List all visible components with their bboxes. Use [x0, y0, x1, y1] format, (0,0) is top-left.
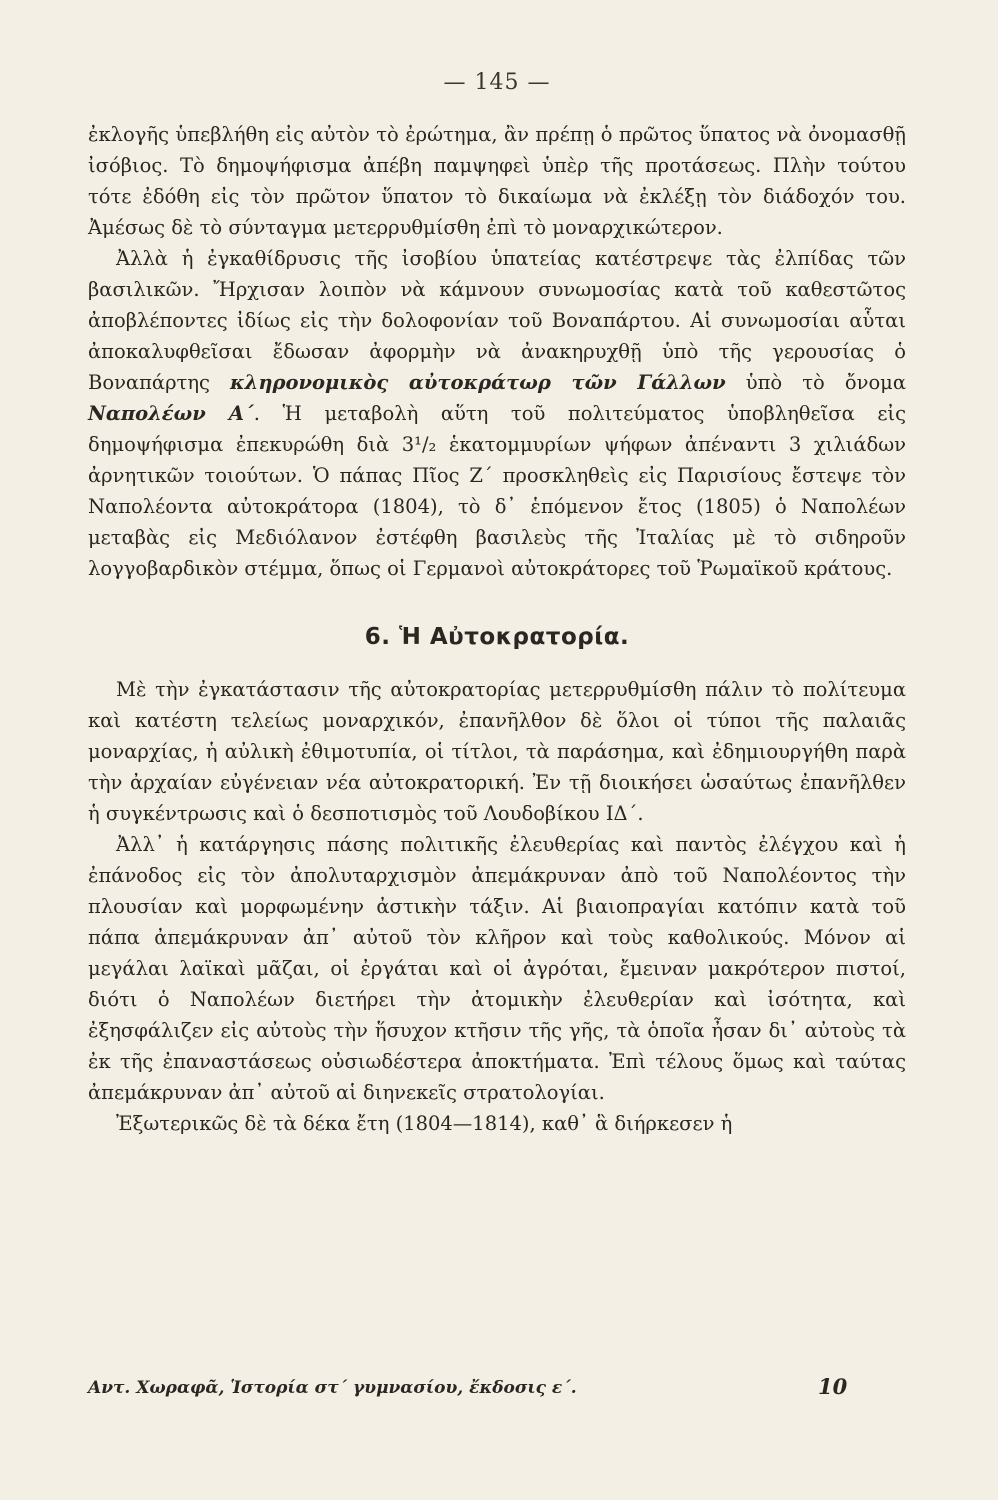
page-number: — 145 —	[443, 70, 551, 95]
paragraph-2	[88, 243, 906, 584]
emphasis-napoleon-i: Ναπολέων Α΄	[88, 402, 254, 425]
paragraph-3: Μὲ τὴν ἐγκατάστασιν τῆς αὐτοκρατορίας μετερρυθμίσθη πάλιν τὸ πολίτευμα καὶ κατέστη τελείως μοναρχικόν, ἐπανῆλθον δὲ ὅλοι οἱ τύποι τῆς παλαιᾶς μοναρχίας, ἡ αὐλικὴ ἐθιμοτυπία, οἱ τίτλοι, τὰ παράσημα, καὶ ἐδημιουργήθη παρὰ τὴν ἀρχαίαν εὐγένειαν νέα αὐτοκρατορική. Ἐν τῇ διοικήσει ὡσαύτως ἐπανῆλθεν ἡ συγκέντρωσις καὶ ὁ δεσποτισμὸς τοῦ Λουδοβίκου ΙΔ΄.	[88, 678, 906, 825]
paragraph-2-text-c: ὑπὸ τὸ ὄνομα	[745, 371, 907, 394]
paragraph-2-text-e: . Ἡ μεταβολὴ αὕτη τοῦ πολιτεύματος ὑποβληθεῖσα εἰς δημοψήφισμα ἐπεκυρώθη διὰ 3¹/₂ ἑκατομμυρίων ψήφων ἀπέναντι 3 χιλιάδων ἀρνητικῶν τοιούτων. Ὁ πάπας Πῖος Ζ΄ προσκληθεὶς εἰς Παρισίους ἔστεψε τὸν Ναπολέοντα αὐτοκράτορα (1804), τὸ δ᾽ ἑπόμενον ἔτος (1805) ὁ Ναπολέων μεταβὰς εἰς Μεδιόλανον ἐστέφθη βασιλεὺς τῆς Ἰταλίας μὲ τὸ σιδηροῦν λογγοβαρδικὸν στέμμα, ὅπως οἱ Γερμανοὶ αὐτοκράτορες τοῦ Ῥωμαϊκοῦ κράτους.	[88, 402, 906, 580]
paragraph-1: ἐκλογῆς ὑπεβλήθη εἰς αὐτὸν τὸ ἐρώτημα, ἂν πρέπῃ ὁ πρῶτος ὕπατος νὰ ὀνομασθῇ ἰσόβιος. Τὸ δημοψήφισμα ἀπέβη παμψηφεὶ ὑπὲρ τῆς προτάσεως. Πλὴν τούτου τότε ἐδόθη εἰς τὸν πρῶτον ὕπατον τὸ δικαίωμα νὰ ἐκλέξῃ τὸν διάδοχόν του. Ἀμέσως δὲ τὸ σύνταγμα μετερρυθμίσθη ἐπὶ τὸ μοναρχικώτερον.	[88, 123, 906, 239]
section-heading: 6. Ἡ Αὐτοκρατορία.	[364, 624, 630, 650]
paragraph-5: Ἐξωτερικῶς δὲ τὰ δέκα ἔτη (1804—1814), καθ᾽ ἃ διήρκεσεν ἡ	[116, 1112, 733, 1135]
emphasis-hereditary-emperor: κληρονομικὸς αὐτοκράτωρ τῶν Γάλλων	[230, 371, 726, 394]
paragraph-4: Ἀλλ᾽ ἡ κατάργησις πάσης πολιτικῆς ἐλευθερίας καὶ παντὸς ἐλέγχου καὶ ἡ ἐπάνοδος εἰς τὸν ἀπολυταρχισμὸν ἀπεμάκρυναν ἀπὸ τοῦ Ναπολέοντος τὴν πλουσίαν καὶ μορφωμένην ἀστικὴν τάξιν. Αἱ βιαιοπραγίαι κατόπιν κατὰ τοῦ πάπα ἀπεμάκρυναν ἀπ᾽ αὐτοῦ τὸν κλῆρον καὶ τοὺς καθολικούς. Μόνον αἱ μεγάλαι λαϊκαὶ μᾶζαι, οἱ ἐργάται καὶ οἱ ἀγρόται, ἔμειναν μακρότερον πιστοί, διότι ὁ Ναπολέων διετήρει τὴν ἀτομικὴν ἐλευθερίαν καὶ ἰσότητα, καὶ ἐξησφάλιζεν εἰς αὐτοὺς τὴν ἥσυχον κτῆσιν τῆς γῆς, τὰ ὁποῖα ἦσαν δι᾽ αὐτοὺς τὰ ἐκ τῆς ἐπαναστάσεως οὐσιωδέστερα ἀποκτήματα. Ἐπὶ τέλους ὅμως καὶ ταύτας ἀπεμάκρυναν ἀπ᾽ αὐτοῦ αἱ διηνεκεῖς στρατολογίαι.	[88, 833, 906, 1104]
page-body	[88, 70, 906, 1139]
signature-mark: 10	[818, 1374, 848, 1399]
footer-citation: Αντ. Χωραφᾶ, Ἱστορία στ΄ γυμνασίου, ἔκδοσις ε΄.	[88, 1378, 577, 1398]
paragraph-2-text-a: Ἀλλὰ ἡ ἐγκαθίδρυσις τῆς ἰσοβίου ὑπατείας κατέστρεψε τὰς ἐλπίδας τῶν βασιλικῶν. Ἤρχισαν λοιπὸν νὰ κάμνουν συνωμοσίας κατὰ τοῦ καθεστῶτος ἀποβλέποντες ἰδίως εἰς τὴν δολοφονίαν τοῦ Βοναπάρτου. Αἱ συνωμοσίαι αὗται ἀποκαλυφθεῖσαι ἔδωσαν ἀφορμὴν νὰ ἀνακηρυχθῇ ὑπὸ τῆς γερουσίας ὁ Βοναπάρτης	[88, 247, 906, 394]
